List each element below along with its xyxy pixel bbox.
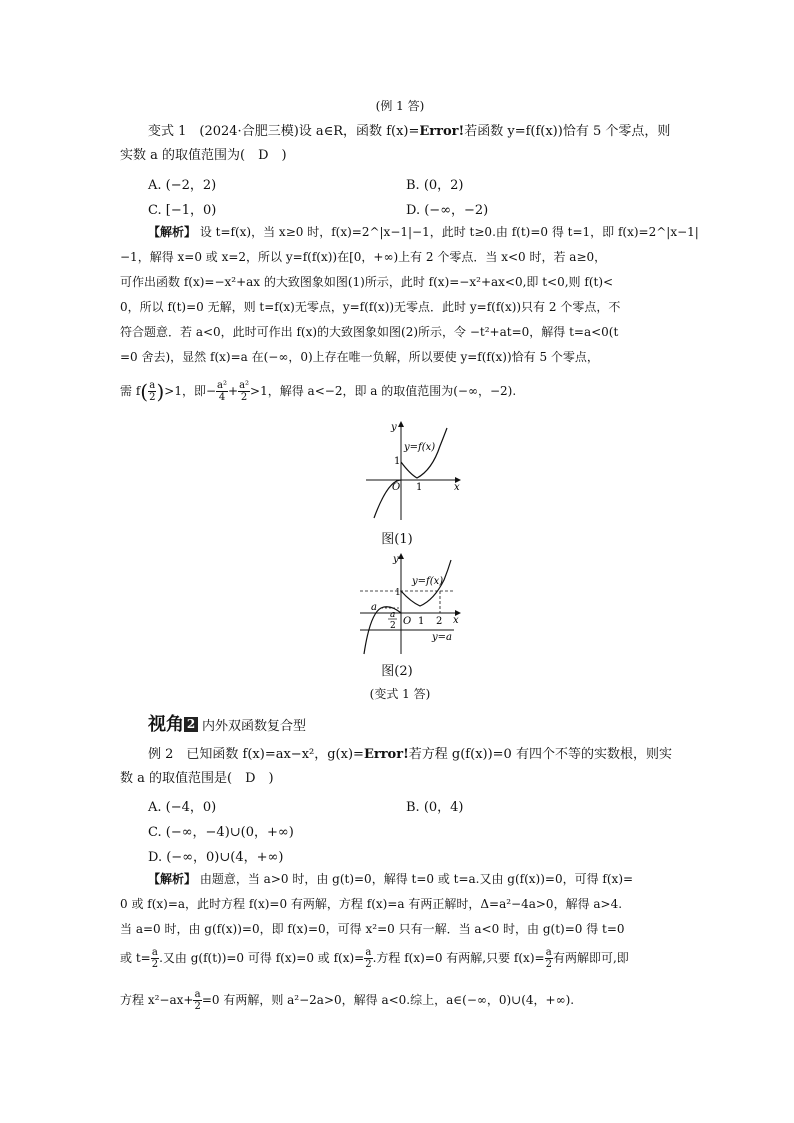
paren-open: ( <box>140 379 149 404</box>
example2-analysis-line5 <box>120 988 680 1012</box>
variant1-analysis-line2: −1，解得 x=0 或 x=2，所以 y=f(f(x))在[0，+∞)上有 2 个零点．当 x<0 时，若 a≥0， <box>120 250 607 264</box>
example2-paren-close: ) <box>255 771 274 786</box>
fraction-a-over-2 <box>545 947 553 970</box>
fraction-a2-over-2 <box>238 380 250 403</box>
variant1-paren-close: ) <box>268 148 287 163</box>
example2-answer: D <box>245 771 256 786</box>
section-number-badge: 2 <box>184 717 198 732</box>
frac-num: a <box>149 380 156 391</box>
figure-2 <box>356 550 466 656</box>
fig2-y-one-label: 1 <box>395 588 401 598</box>
fraction-a2-over-4 <box>216 380 228 403</box>
frac-den: 2 <box>151 959 159 970</box>
analysis-text: .方程 f(x)=0 有两解,只要 f(x)= <box>372 951 545 965</box>
variant1-option-c: C. [−1，0) <box>148 203 217 218</box>
example2-analysis-line3: 当 a=0 时，由 g(f(x))=0，即 f(x)=0，可得 x²=0 只有一解．当 a<0 时，由 g(t)=0 得 t=0 <box>120 922 625 936</box>
frac-den: 2 <box>149 392 156 403</box>
variant1-option-a: A. (−2，2) <box>148 178 217 193</box>
example2-stem-part1: 例 2 已知函数 f(x)=ax−x²，g(x)= <box>148 747 364 762</box>
fig1-curve-label: y=f(x) <box>404 442 436 453</box>
frac-num: a <box>194 989 201 1000</box>
example2-stem-part3: 数 a 的取值范围是( <box>120 771 246 786</box>
frac-den: 2 <box>194 1001 201 1012</box>
frac-num: a <box>365 947 372 958</box>
analysis-tag: 【解析】 <box>148 225 197 239</box>
example2-option-c: C. (−∞，−4)∪(0，+∞) <box>148 825 294 840</box>
section-label: 视角 <box>148 714 184 735</box>
fig2-y-label: y <box>393 554 399 565</box>
fig1-x-one-label: 1 <box>416 482 423 493</box>
analysis-text: 设 t=f(x)，当 x≥0 时，f(x)=2^|x−1|−1，此时 t≥0.由 f(t)=0 得 t=1，即 f(x)=2^|x−1| <box>199 225 699 239</box>
frac-num: a² <box>239 380 250 391</box>
variant1-stem-part3: 实数 a 的取值范围为( <box>120 148 259 163</box>
frac-den: 2 <box>365 959 372 970</box>
section-title: 内外双函数复合型 <box>202 719 307 734</box>
fig2-x-two-label: 2 <box>436 616 443 627</box>
variant1-analysis-line6: =0 舍去)，显然 f(x)=a 在(−∞，0)上存在唯一负解，所以要使 y=f(f(x))恰有 5 个零点， <box>120 350 599 364</box>
analysis-text: 由题意，当 a>0 时，由 g(t)=0，解得 t=0 或 t=a.又由 g(f(x))=0，可得 f(x)= <box>199 872 634 886</box>
error-placeholder: Error! <box>419 124 465 139</box>
fig2-origin-label: O <box>403 616 412 627</box>
frac-den: 4 <box>218 392 226 403</box>
variant1-answer-caption: (变式 1 答) <box>369 687 431 701</box>
variant1-problem-line1 <box>148 124 708 140</box>
example2-analysis-line1 <box>148 871 708 887</box>
fig2-half-a-den: 2 <box>390 621 396 631</box>
analysis-text: 或 t= <box>120 951 151 965</box>
analysis-text: 需 f <box>120 384 141 398</box>
frac-num: a <box>151 947 158 958</box>
fig2-half-a-num: a <box>390 610 396 620</box>
fig1-y-one-label: 1 <box>394 456 401 467</box>
fig2-line-ya-label: y=a <box>432 632 452 643</box>
curve-right <box>401 428 447 478</box>
analysis-text: + <box>228 384 239 398</box>
fig2-curve-label: y=f(x) <box>412 576 444 587</box>
variant1-stem-part1: 变式 1 (2024·合肥三模)设 a∈R，函数 f(x)= <box>148 124 420 139</box>
example2-option-b: B. (0，4) <box>406 800 464 815</box>
figure-1 <box>360 418 470 524</box>
example2-stem-part2: 若方程 g(f(x))=0 有四个不等的实数根，则实 <box>408 747 672 762</box>
fraction-a-over-2 <box>364 947 372 970</box>
analysis-text: 方程 x²−ax+ <box>120 993 194 1007</box>
error-placeholder: Error! <box>363 747 409 762</box>
fraction-a-over-2 <box>193 989 201 1012</box>
figure-1-caption: 图(1) <box>381 532 413 547</box>
fraction-a-over-2 <box>151 947 159 970</box>
fig2-a-label: a <box>371 602 377 613</box>
variant1-answer: D <box>258 148 269 163</box>
variant1-option-d: D. (−∞，−2) <box>406 203 489 218</box>
example1-answer-caption: (例 1 答) <box>375 99 425 113</box>
analysis-text: .又由 g(f(t))=0 可得 f(x)=0 或 f(x)= <box>159 951 365 965</box>
variant1-problem-line2 <box>120 148 680 164</box>
frac-num: a² <box>217 380 227 391</box>
example2-analysis-line4 <box>120 946 680 970</box>
analysis-text: >1，即− <box>164 384 217 398</box>
frac-den: 2 <box>240 392 248 403</box>
fig1-x-label: x <box>454 482 460 493</box>
variant1-analysis-line5: 符合题意．若 a<0，此时可作出 f(x)的大致图象如图(2)所示，令 −t²+at=0，解得 t=a<0(t <box>120 325 619 339</box>
frac-num: a <box>545 947 552 958</box>
frac-den: 2 <box>545 959 552 970</box>
analysis-text: =0 有两解，则 a²−2a>0，解得 a<0.综上，a∈(−∞，0)∪(4，+∞). <box>201 993 575 1007</box>
variant1-stem-part2: 若函数 y=f(f(x))恰有 5 个零点，则 <box>464 124 671 139</box>
fig1-y-label: y <box>391 422 397 433</box>
analysis-text: 有两解即可,即 <box>552 951 629 965</box>
figure-2-caption: 图(2) <box>381 664 413 679</box>
example2-analysis-line2: 0 或 f(x)=a，此时方程 f(x)=0 有两解，方程 f(x)=a 有两正解时，Δ=a²−4a>0，解得 a>4. <box>120 897 623 911</box>
variant1-analysis-line4: 0，所以 f(t)=0 无解，则 t=f(x)无零点，y=f(f(x))无零点．此时 y=f(f(x))只有 2 个零点，不 <box>120 300 621 314</box>
fig2-x-label: x <box>453 615 459 626</box>
example2-problem-line1 <box>148 747 708 763</box>
analysis-text: >1，解得 a<−2，即 a 的取值范围为(−∞，−2). <box>250 384 517 398</box>
example2-option-a: A. (−4，0) <box>148 800 217 815</box>
variant1-analysis-line3: 可作出函数 f(x)=−x²+ax 的大致图象如图(1)所示，此时 f(x)=−x²+ax<0,即 t<0,则 f(t)< <box>120 275 614 289</box>
fig1-origin-label: O <box>392 482 401 493</box>
example2-problem-line2 <box>120 771 680 787</box>
section-heading <box>148 710 306 736</box>
fig2-x-one-label: 1 <box>418 616 425 627</box>
paren-close: ) <box>156 379 165 404</box>
variant1-option-b: B. (0，2) <box>406 178 464 193</box>
analysis-tag: 【解析】 <box>148 872 197 886</box>
variant1-analysis-line1 <box>148 224 708 240</box>
variant1-analysis-line7 <box>120 380 680 403</box>
example2-option-d: D. (−∞，0)∪(4，+∞) <box>148 850 284 865</box>
